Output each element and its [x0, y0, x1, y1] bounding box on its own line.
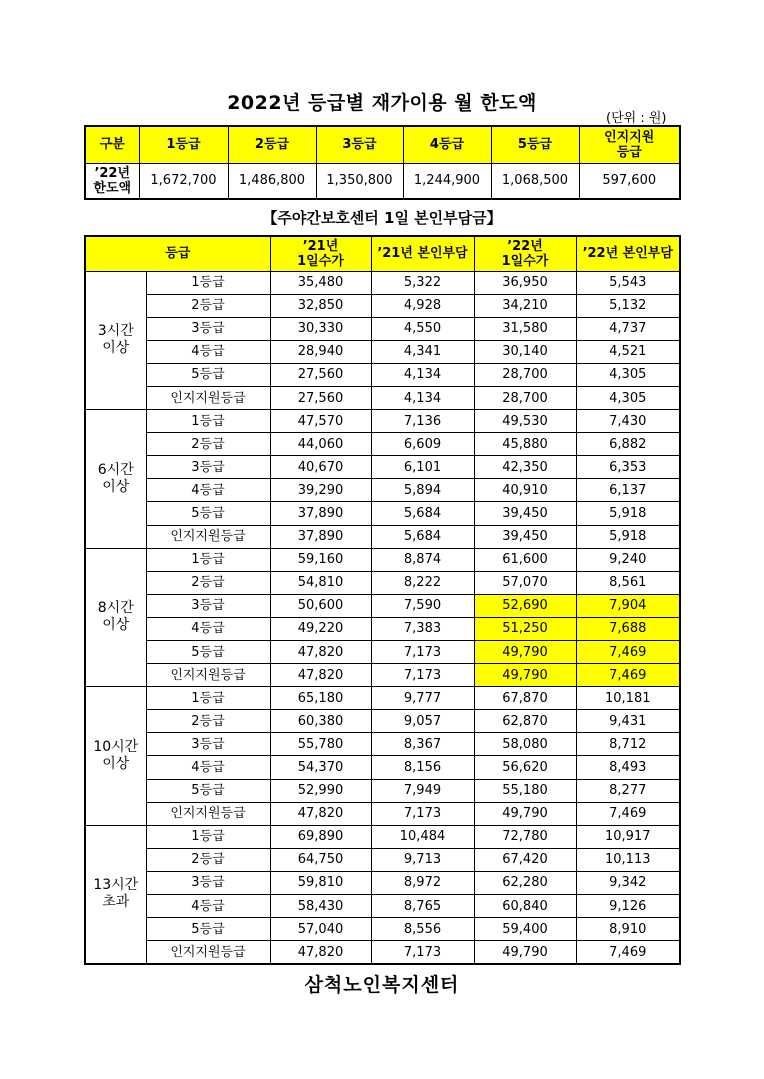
value-cell: 6,609	[371, 433, 474, 456]
value-cell: 7,173	[371, 802, 474, 825]
table-row	[85, 571, 680, 594]
value-cell: 4,134	[371, 386, 474, 409]
grade-cell: 5등급	[146, 918, 270, 941]
grade-cell: 4등급	[146, 895, 270, 918]
grade-cell: 5등급	[146, 779, 270, 802]
table-row	[85, 271, 680, 294]
value-cell: 72,780	[474, 825, 576, 848]
grade-cell: 5등급	[146, 641, 270, 664]
grade-cell: 2등급	[146, 571, 270, 594]
value-cell: 50,600	[270, 594, 371, 617]
grade-cell: 3등급	[146, 871, 270, 894]
table-row	[85, 779, 680, 802]
value-cell: 60,840	[474, 895, 576, 918]
value-cell: 10,917	[576, 825, 680, 848]
limit-value-cell: 1,672,700	[139, 163, 228, 199]
value-cell: 7,173	[371, 941, 474, 964]
value-cell: 5,543	[576, 271, 680, 294]
value-cell: 54,370	[270, 756, 371, 779]
limit-value-cell: 1,486,800	[228, 163, 316, 199]
daily-header-cell: ’21년 1일수가	[270, 236, 371, 271]
value-cell: 58,430	[270, 895, 371, 918]
table-row	[85, 317, 680, 340]
time-group-label: 8시간 이상	[85, 548, 146, 687]
value-cell: 51,250	[474, 617, 576, 640]
value-cell: 52,990	[270, 779, 371, 802]
value-cell: 49,220	[270, 617, 371, 640]
time-group-label: 3시간 이상	[85, 271, 146, 410]
value-cell: 7,136	[371, 410, 474, 433]
limit-header-cell: 2등급	[228, 126, 316, 163]
value-cell: 8,277	[576, 779, 680, 802]
value-cell: 40,670	[270, 456, 371, 479]
value-cell: 55,780	[270, 733, 371, 756]
value-cell: 7,469	[576, 664, 680, 687]
value-cell: 27,560	[270, 363, 371, 386]
grade-cell: 4등급	[146, 340, 270, 363]
table-row	[85, 941, 680, 964]
value-cell: 9,126	[576, 895, 680, 918]
value-cell: 32,850	[270, 294, 371, 317]
value-cell: 5,684	[371, 502, 474, 525]
value-cell: 4,305	[576, 386, 680, 409]
grade-cell: 2등급	[146, 433, 270, 456]
grade-cell: 3등급	[146, 733, 270, 756]
value-cell: 59,160	[270, 548, 371, 571]
limit-header-cell: 4등급	[403, 126, 491, 163]
table-row	[85, 479, 680, 502]
value-cell: 49,530	[474, 410, 576, 433]
value-cell: 9,777	[371, 687, 474, 710]
value-cell: 36,950	[474, 271, 576, 294]
grade-cell: 3등급	[146, 317, 270, 340]
unit-note: (단위 : 원)	[606, 111, 667, 126]
value-cell: 8,367	[371, 733, 474, 756]
value-cell: 7,469	[576, 641, 680, 664]
limit-row-label: ’22년 한도액	[85, 163, 139, 199]
table-row	[85, 756, 680, 779]
value-cell: 10,484	[371, 825, 474, 848]
limit-header-cell: 인지지원 등급	[579, 126, 680, 163]
table-row	[85, 710, 680, 733]
value-cell: 57,040	[270, 918, 371, 941]
value-cell: 49,790	[474, 641, 576, 664]
value-cell: 4,134	[371, 363, 474, 386]
value-cell: 7,173	[371, 641, 474, 664]
value-cell: 34,210	[474, 294, 576, 317]
value-cell: 49,790	[474, 941, 576, 964]
grade-cell: 4등급	[146, 479, 270, 502]
table-row	[85, 687, 680, 710]
table-row	[85, 386, 680, 409]
value-cell: 28,700	[474, 363, 576, 386]
value-cell: 28,940	[270, 340, 371, 363]
value-cell: 39,450	[474, 502, 576, 525]
grade-cell: 1등급	[146, 271, 270, 294]
value-cell: 61,600	[474, 548, 576, 571]
value-cell: 5,132	[576, 294, 680, 317]
value-cell: 47,820	[270, 802, 371, 825]
page-title: 2022년 등급별 재가이용 월 한도액	[227, 92, 537, 114]
value-cell: 58,080	[474, 733, 576, 756]
limit-value-cell: 597,600	[579, 163, 680, 199]
limit-value-cell: 1,350,800	[316, 163, 403, 199]
grade-cell: 인지지원등급	[146, 386, 270, 409]
value-cell: 47,570	[270, 410, 371, 433]
value-cell: 7,383	[371, 617, 474, 640]
daily-header-cell: ’21년 본인부담	[371, 236, 474, 271]
value-cell: 5,322	[371, 271, 474, 294]
value-cell: 44,060	[270, 433, 371, 456]
table-row	[85, 340, 680, 363]
value-cell: 5,918	[576, 502, 680, 525]
daily-header-cell: 등급	[85, 236, 270, 271]
value-cell: 40,910	[474, 479, 576, 502]
value-cell: 7,430	[576, 410, 680, 433]
limit-value-cell: 1,244,900	[403, 163, 491, 199]
value-cell: 47,820	[270, 641, 371, 664]
value-cell: 8,910	[576, 918, 680, 941]
grade-cell: 3등급	[146, 594, 270, 617]
value-cell: 9,342	[576, 871, 680, 894]
limit-header-cell: 1등급	[139, 126, 228, 163]
value-cell: 6,353	[576, 456, 680, 479]
value-cell: 8,972	[371, 871, 474, 894]
grade-cell: 1등급	[146, 825, 270, 848]
table-row	[85, 433, 680, 456]
value-cell: 62,870	[474, 710, 576, 733]
limit-header-cell: 3등급	[316, 126, 403, 163]
value-cell: 62,280	[474, 871, 576, 894]
value-cell: 49,790	[474, 664, 576, 687]
limit-header-row	[85, 126, 680, 163]
value-cell: 8,765	[371, 895, 474, 918]
value-cell: 37,890	[270, 525, 371, 548]
value-cell: 55,180	[474, 779, 576, 802]
daily-copay-table	[84, 235, 681, 965]
limit-value-cell: 1,068,500	[491, 163, 579, 199]
value-cell: 5,918	[576, 525, 680, 548]
table-row	[85, 502, 680, 525]
value-cell: 42,350	[474, 456, 576, 479]
value-cell: 7,469	[576, 802, 680, 825]
value-cell: 4,928	[371, 294, 474, 317]
grade-cell: 2등급	[146, 710, 270, 733]
grade-cell: 2등급	[146, 294, 270, 317]
value-cell: 45,880	[474, 433, 576, 456]
table-row	[85, 733, 680, 756]
value-cell: 5,684	[371, 525, 474, 548]
value-cell: 67,870	[474, 687, 576, 710]
grade-cell: 인지지원등급	[146, 941, 270, 964]
value-cell: 37,890	[270, 502, 371, 525]
table-row	[85, 895, 680, 918]
value-cell: 7,688	[576, 617, 680, 640]
value-cell: 9,713	[371, 848, 474, 871]
value-cell: 7,469	[576, 941, 680, 964]
grade-cell: 4등급	[146, 617, 270, 640]
table-row	[85, 410, 680, 433]
value-cell: 5,894	[371, 479, 474, 502]
value-cell: 59,400	[474, 918, 576, 941]
value-cell: 69,890	[270, 825, 371, 848]
limit-header-cell: 5등급	[491, 126, 579, 163]
time-group-label: 10시간 이상	[85, 687, 146, 826]
value-cell: 8,874	[371, 548, 474, 571]
value-cell: 6,101	[371, 456, 474, 479]
table-row	[85, 525, 680, 548]
value-cell: 8,712	[576, 733, 680, 756]
grade-cell: 2등급	[146, 848, 270, 871]
grade-cell: 인지지원등급	[146, 525, 270, 548]
value-cell: 7,590	[371, 594, 474, 617]
table-row	[85, 918, 680, 941]
value-cell: 7,173	[371, 664, 474, 687]
time-group-label: 6시간 이상	[85, 410, 146, 549]
table-row	[85, 848, 680, 871]
limit-header-cell: 구분	[85, 126, 139, 163]
value-cell: 4,521	[576, 340, 680, 363]
value-cell: 4,305	[576, 363, 680, 386]
table-row	[85, 641, 680, 664]
value-cell: 52,690	[474, 594, 576, 617]
grade-cell: 1등급	[146, 410, 270, 433]
value-cell: 30,330	[270, 317, 371, 340]
value-cell: 54,810	[270, 571, 371, 594]
table-row	[85, 456, 680, 479]
value-cell: 39,450	[474, 525, 576, 548]
value-cell: 59,810	[270, 871, 371, 894]
value-cell: 31,580	[474, 317, 576, 340]
table-row	[85, 617, 680, 640]
value-cell: 27,560	[270, 386, 371, 409]
value-cell: 8,493	[576, 756, 680, 779]
grade-cell: 3등급	[146, 456, 270, 479]
value-cell: 8,156	[371, 756, 474, 779]
table-row	[85, 825, 680, 848]
value-cell: 10,113	[576, 848, 680, 871]
table-row	[85, 363, 680, 386]
grade-cell: 5등급	[146, 363, 270, 386]
value-cell: 47,820	[270, 941, 371, 964]
value-cell: 67,420	[474, 848, 576, 871]
value-cell: 9,431	[576, 710, 680, 733]
value-cell: 28,700	[474, 386, 576, 409]
table-row	[85, 548, 680, 571]
value-cell: 9,240	[576, 548, 680, 571]
table-row	[85, 802, 680, 825]
monthly-limit-table	[84, 125, 681, 200]
grade-cell: 1등급	[146, 687, 270, 710]
value-cell: 10,181	[576, 687, 680, 710]
table-row	[85, 594, 680, 617]
value-cell: 4,550	[371, 317, 474, 340]
value-cell: 9,057	[371, 710, 474, 733]
value-cell: 65,180	[270, 687, 371, 710]
value-cell: 6,137	[576, 479, 680, 502]
daily-header-cell: ’22년 본인부담	[576, 236, 680, 271]
organization-name: 삼척노인복지센터	[304, 974, 460, 996]
value-cell: 7,904	[576, 594, 680, 617]
value-cell: 39,290	[270, 479, 371, 502]
value-cell: 7,949	[371, 779, 474, 802]
time-group-label: 13시간 초과	[85, 825, 146, 964]
table-row	[85, 294, 680, 317]
grade-cell: 인지지원등급	[146, 802, 270, 825]
value-cell: 56,620	[474, 756, 576, 779]
value-cell: 47,820	[270, 664, 371, 687]
value-cell: 8,222	[371, 571, 474, 594]
grade-cell: 1등급	[146, 548, 270, 571]
grade-cell: 인지지원등급	[146, 664, 270, 687]
value-cell: 8,556	[371, 918, 474, 941]
table-row	[85, 871, 680, 894]
value-cell: 8,561	[576, 571, 680, 594]
value-cell: 4,737	[576, 317, 680, 340]
value-cell: 4,341	[371, 340, 474, 363]
daily-header-cell: ’22년 1일수가	[474, 236, 576, 271]
value-cell: 49,790	[474, 802, 576, 825]
value-cell: 6,882	[576, 433, 680, 456]
grade-cell: 5등급	[146, 502, 270, 525]
table-row	[85, 664, 680, 687]
section-subtitle: 【주야간보호센터 1일 본인부담금】	[262, 209, 502, 227]
daily-header-row	[85, 236, 680, 271]
value-cell: 64,750	[270, 848, 371, 871]
value-cell: 30,140	[474, 340, 576, 363]
value-cell: 57,070	[474, 571, 576, 594]
limit-value-row	[85, 163, 680, 199]
grade-cell: 4등급	[146, 756, 270, 779]
value-cell: 35,480	[270, 271, 371, 294]
value-cell: 60,380	[270, 710, 371, 733]
